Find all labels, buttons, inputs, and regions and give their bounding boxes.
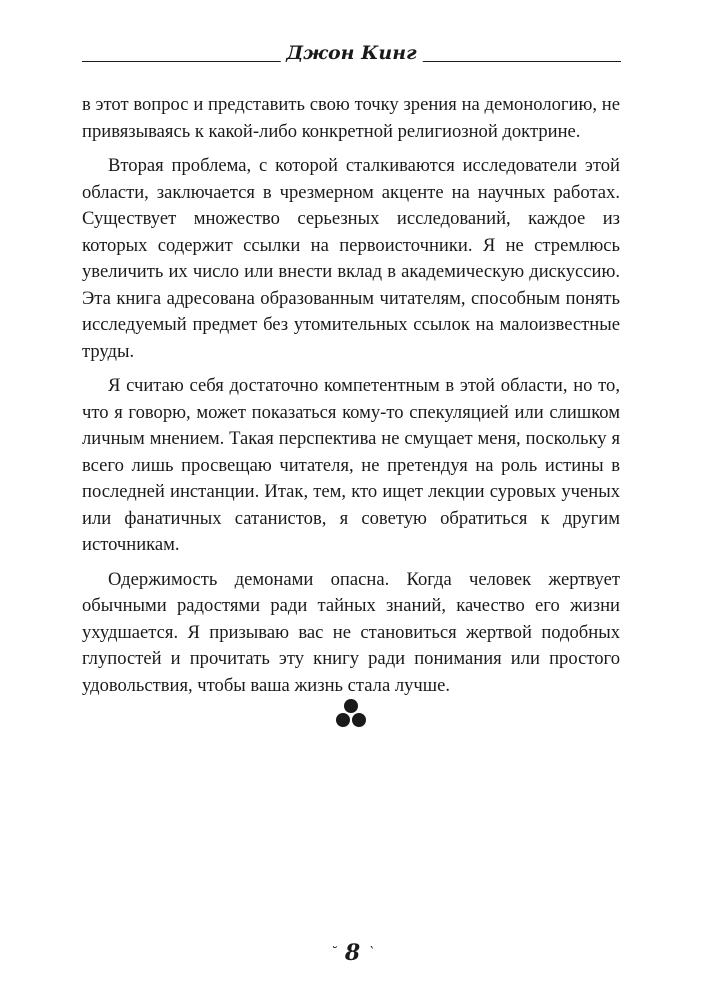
folio-tick-left: ˘ bbox=[330, 945, 338, 961]
folio-tick-right: ˋ bbox=[367, 945, 375, 961]
paragraph: Я считаю себя достаточно компетентным в этой области, но то, что я говорю, может показаться кому-то спекуляцией или слишком личным мнением. Такая перспектива не смущает меня, поскольку я всего лишь просвещаю читателя, не претендуя на роль истины в последней инстанции. Итак, тем, кто ищет лекции суровых ученых или фанатичных сатанистов, я советую обратиться к другим источникам. bbox=[82, 375, 620, 555]
header-author: Джон Кинг bbox=[280, 42, 422, 64]
paragraph: в этот вопрос и представить свою точку зрения на демонологию, не привязываясь к какой-либо конкретной религиозной доктрине. bbox=[82, 94, 620, 142]
page-number-block bbox=[0, 938, 705, 968]
body-text bbox=[82, 92, 620, 707]
paragraph: Одержимость демонами опасна. Когда человек жертвует обычными радостями ради тайных знаний, качество его жизни ухудшается. Я призываю вас не становиться жертвой подобных глупостей и прочитать эту книгу ради понимания или простого удовольствия, чтобы ваша жизнь стала лучше. bbox=[82, 568, 620, 696]
trefoil-ornament-icon bbox=[336, 698, 366, 730]
running-header bbox=[82, 42, 621, 64]
paragraph: Вторая проблема, с которой сталкиваются исследователи этой области, заключается в чрезмерном акценте на научных работах. Существует множество серьезных исследований, каждое из которых содержит ссылки на первоисточники. Я не стремлюсь увеличить их число или внести вклад в академическую дискуссию. Эта книга адресована образованным читателям, способным понять исследуемый предмет без утомительных ссылок на малоизвестные труды. bbox=[82, 155, 620, 362]
page-number: 8 bbox=[344, 940, 361, 966]
